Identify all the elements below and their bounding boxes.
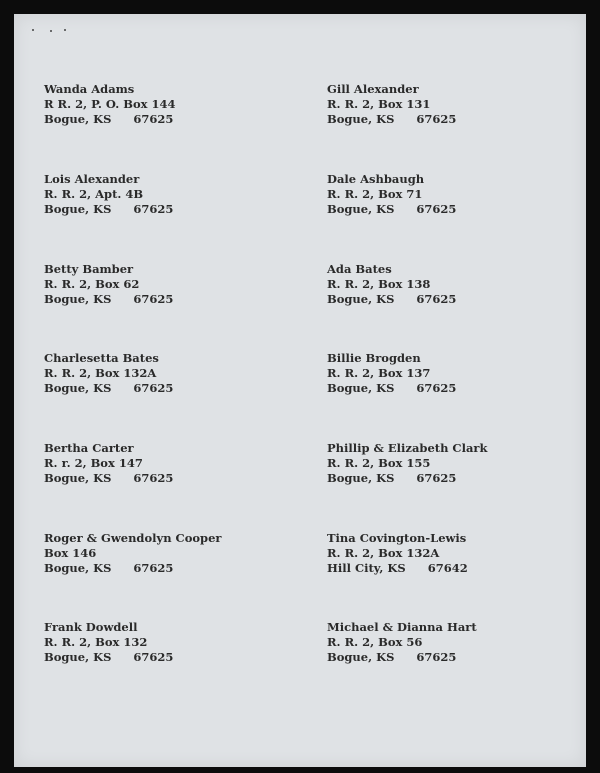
zip-code: 67625 <box>416 112 457 126</box>
address-label <box>44 531 221 576</box>
street-address: R. R. 2, Box 138 <box>327 277 431 291</box>
city-state: Bogue, KS <box>44 471 112 485</box>
speck-mark <box>50 30 52 32</box>
recipient-name: Michael & Dianna Hart <box>327 620 477 634</box>
street-address: R. R. 2, Box 56 <box>327 635 423 649</box>
zip-code: 67625 <box>416 292 457 306</box>
street-address: R R. 2, P. O. Box 144 <box>44 97 176 111</box>
city-state: Bogue, KS <box>327 471 395 485</box>
zip-code: 67625 <box>133 650 174 664</box>
zip-code: 67625 <box>133 471 174 485</box>
street-address: R. r. 2, Box 147 <box>44 456 143 470</box>
city-line <box>44 650 173 665</box>
zip-code: 67625 <box>416 381 457 395</box>
zip-code: 67625 <box>133 112 174 126</box>
city-line <box>44 112 176 127</box>
city-line <box>44 292 173 307</box>
zip-code: 67625 <box>416 471 457 485</box>
street-address: R. R. 2, Box 137 <box>327 366 431 380</box>
city-state: Bogue, KS <box>44 202 112 216</box>
zip-code: 67625 <box>416 202 457 216</box>
city-line <box>327 292 456 307</box>
street-address: R. R. 2, Box 71 <box>327 187 423 201</box>
city-line <box>327 202 456 217</box>
recipient-name: Roger & Gwendolyn Cooper <box>44 531 222 545</box>
address-label <box>327 620 477 665</box>
city-state: Bogue, KS <box>44 292 112 306</box>
city-state: Bogue, KS <box>327 202 395 216</box>
recipient-name: Dale Ashbaugh <box>327 172 425 186</box>
recipient-name: Tina Covington-Lewis <box>327 531 467 545</box>
city-state: Bogue, KS <box>327 650 395 664</box>
recipient-name: Bertha Carter <box>44 441 134 455</box>
recipient-name: Lois Alexander <box>44 172 140 186</box>
speck-mark <box>32 29 34 31</box>
recipient-name: Phillip & Elizabeth Clark <box>327 441 488 455</box>
address-label <box>44 441 173 486</box>
city-line <box>44 381 173 396</box>
address-label <box>327 441 487 486</box>
recipient-name: Wanda Adams <box>44 82 135 96</box>
street-address: R. R. 2, Box 62 <box>44 277 140 291</box>
address-label <box>44 82 176 127</box>
zip-code: 67625 <box>133 202 174 216</box>
recipient-name: Frank Dowdell <box>44 620 138 634</box>
city-state: Hill City, KS <box>327 561 406 575</box>
zip-code: 67625 <box>133 381 174 395</box>
city-state: Bogue, KS <box>327 112 395 126</box>
address-label <box>44 351 173 396</box>
street-address: R. R. 2, Box 132 <box>44 635 148 649</box>
address-label <box>44 262 173 307</box>
street-address: R. R. 2, Box 132A <box>327 546 440 560</box>
city-line <box>44 561 221 576</box>
zip-code: 67625 <box>133 561 174 575</box>
recipient-name: Billie Brogden <box>327 351 421 365</box>
city-state: Bogue, KS <box>327 381 395 395</box>
city-line <box>44 202 173 217</box>
address-label <box>44 172 173 217</box>
street-address: R. R. 2, Box 132A <box>44 366 157 380</box>
address-label <box>327 351 456 396</box>
city-line <box>327 112 456 127</box>
city-line <box>327 381 456 396</box>
zip-code: 67625 <box>133 292 174 306</box>
city-line <box>44 471 173 486</box>
city-state: Bogue, KS <box>44 561 112 575</box>
zip-code: 67625 <box>416 650 457 664</box>
city-line <box>327 561 468 576</box>
address-label <box>44 620 173 665</box>
address-label <box>327 262 456 307</box>
city-state: Bogue, KS <box>44 650 112 664</box>
street-address: R. R. 2, Box 131 <box>327 97 431 111</box>
city-line <box>327 650 477 665</box>
recipient-name: Betty Bamber <box>44 262 134 276</box>
address-label <box>327 531 468 576</box>
street-address: R. R. 2, Box 155 <box>327 456 431 470</box>
address-label <box>327 172 456 217</box>
street-address: Box 146 <box>44 546 97 560</box>
zip-code: 67642 <box>427 561 468 575</box>
street-address: R. R. 2, Apt. 4B <box>44 187 144 201</box>
address-label <box>327 82 456 127</box>
recipient-name: Gill Alexander <box>327 82 419 96</box>
city-line <box>327 471 487 486</box>
paper-specks <box>32 29 72 35</box>
recipient-name: Ada Bates <box>327 262 392 276</box>
city-state: Bogue, KS <box>44 381 112 395</box>
speck-mark <box>64 29 66 31</box>
city-state: Bogue, KS <box>327 292 395 306</box>
city-state: Bogue, KS <box>44 112 112 126</box>
recipient-name: Charlesetta Bates <box>44 351 159 365</box>
